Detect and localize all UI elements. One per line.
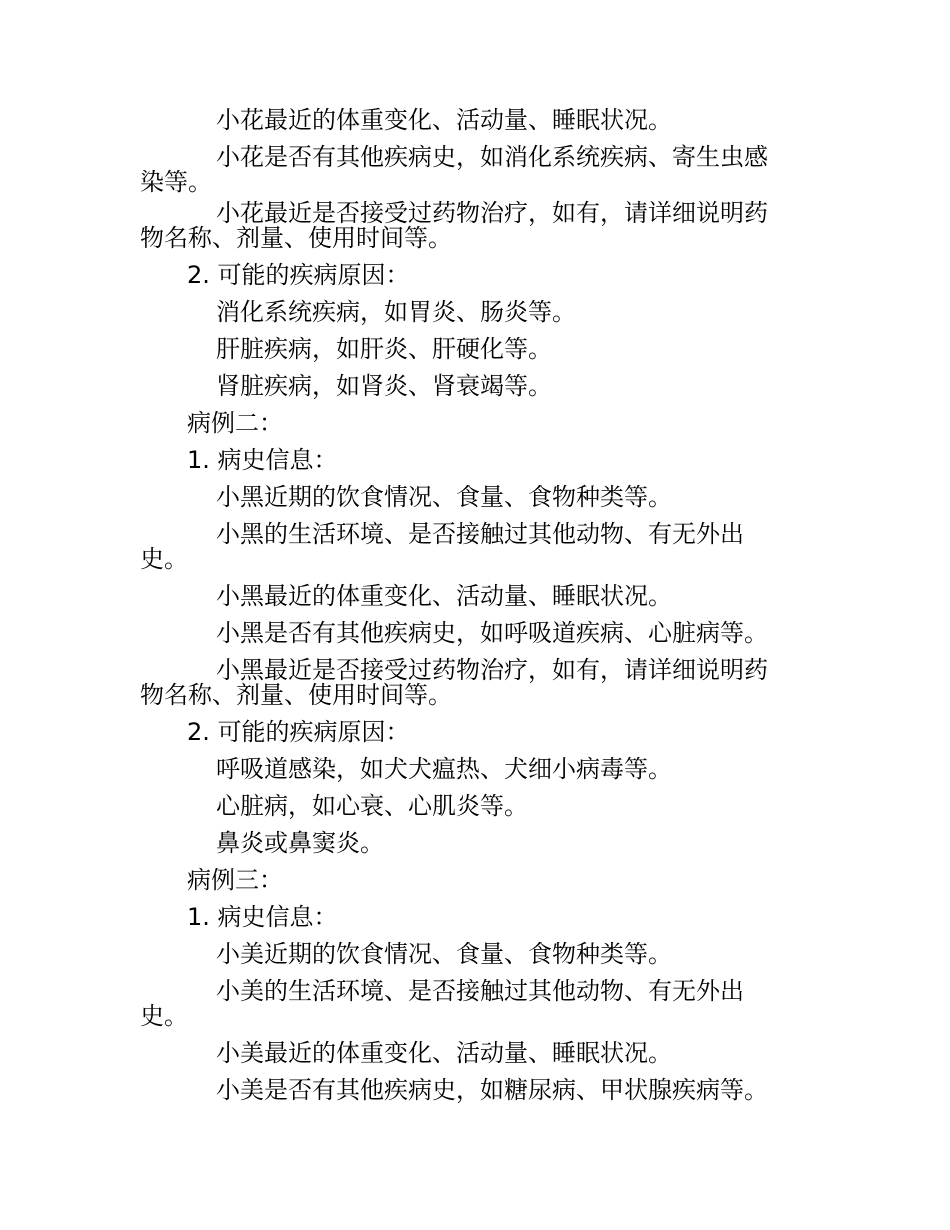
case3-history-item: 小美近期的饮食情况、食量、食物种类等。 xyxy=(216,940,672,968)
case1-cause-item: 肝脏疾病，如肝炎、肝硬化等。 xyxy=(216,335,552,363)
case2-history-item: 小黑最近的体重变化、活动量、睡眠状况。 xyxy=(216,582,672,610)
case1-history-item: 小花最近是否接受过药物治疗，如有，请详细说明药物名称、剂量、使用时间等。 xyxy=(140,199,768,252)
case2-history-item: 小黑近期的饮食情况、食量、食物种类等。 xyxy=(216,483,672,511)
case2-history-heading: 1. 病史信息： xyxy=(187,446,338,474)
case2-history-item: 小黑是否有其他疾病史，如呼吸道疾病、心脏病等。 xyxy=(216,619,768,647)
case3-history-item: 小美的生活环境、是否接触过其他动物、有无外出史。 xyxy=(140,977,744,1030)
case2-title: 病例二： xyxy=(187,409,283,437)
case3-history-item: 小美是否有其他疾病史，如糖尿病、甲状腺疾病等。 xyxy=(216,1076,768,1104)
case1-causes-heading: 2. 可能的疾病原因： xyxy=(187,261,410,289)
case1-history-item: 小花是否有其他疾病史，如消化系统疾病、寄生虫感染等。 xyxy=(140,143,768,196)
document-body xyxy=(140,102,800,1109)
case2-cause-item: 呼吸道感染，如犬犬瘟热、犬细小病毒等。 xyxy=(216,755,672,783)
case3-title: 病例三： xyxy=(187,866,283,894)
case2-causes-heading: 2. 可能的疾病原因： xyxy=(187,718,410,746)
case2-history-item: 小黑最近是否接受过药物治疗，如有，请详细说明药物名称、剂量、使用时间等。 xyxy=(140,656,768,709)
case1-cause-item: 肾脏疾病，如肾炎、肾衰竭等。 xyxy=(216,372,552,400)
case2-cause-item: 鼻炎或鼻窦炎。 xyxy=(216,829,384,857)
case3-history-item: 小美最近的体重变化、活动量、睡眠状况。 xyxy=(216,1039,672,1067)
case1-cause-item: 消化系统疾病，如胃炎、肠炎等。 xyxy=(216,298,576,326)
case1-history-item: 小花最近的体重变化、活动量、睡眠状况。 xyxy=(216,106,672,134)
case2-cause-item: 心脏病，如心衰、心肌炎等。 xyxy=(216,792,528,820)
case2-history-item: 小黑的生活环境、是否接触过其他动物、有无外出史。 xyxy=(140,520,744,573)
case3-history-heading: 1. 病史信息： xyxy=(187,903,338,931)
